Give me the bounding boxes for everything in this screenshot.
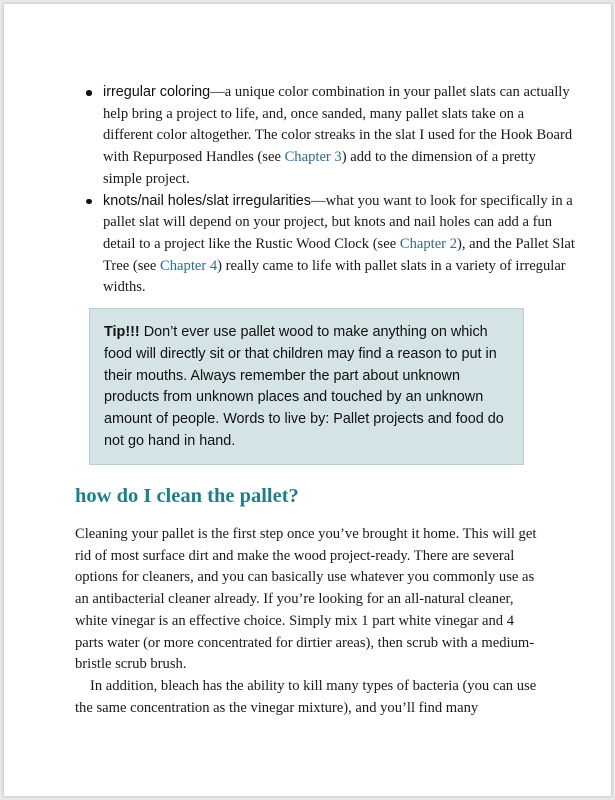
bullet-term: knots/nail holes/slat irregularities [103,192,311,209]
bullet-term: irregular coloring [103,84,211,100]
bullet-dot-icon [86,199,92,205]
bullet-text-end: ) really came to life with pallet slats in a variety of irregular widths. [103,257,566,296]
paragraph: Cleaning your pallet is the first step once you’ve brought it home. This will get rid of most surface dirt and make the wood project-ready. There are several options for cleaners, and you can basically use whatever you commonly use as an antibacterial cleaner already. If you’re looking for an all-natural cleaner, white vinegar is an effective choice. Simply mix 1 part white vinegar and 4 parts water (or more concentrated for dirtier areas), then scrub with a medium-bristle scrub brush. [75,526,537,673]
list-item [103,82,575,191]
tip-box [89,308,524,465]
tip-label: Tip!!! [104,324,140,340]
bullet-text-mid: ), and the Pallet Slat Tree (see [103,235,575,274]
list-item [103,191,575,300]
tip-text: Don’t ever use pallet wood to make anything on which food will directly sit or that children may find a reason to put in their mouths. Always remember the part about unknown products from unknown places and touched by an unknown amount of people. Words to live by: Pallet projects and food do not go hand in hand. [104,324,504,449]
bullet-list [75,82,575,299]
bullet-text-end: ) add to the dimension of a pretty simple project. [103,149,536,187]
bullet-text: —a unique color combination in your pallet slats can actually help bring a project to life, and, once sanded, many pallet slats take on a different color altogether. The color streaks in the slat I used for the Hook Board with Repurposed Handles (see [103,84,573,166]
chapter-2-link[interactable]: Chapter 2 [399,235,457,252]
chapter-3-link[interactable]: Chapter 3 [284,149,342,166]
paragraph: In addition, bleach has the ability to kill many types of bacteria (you can use the same concentration as the vinegar mixture), and you’ll find many [75,678,537,716]
bullet-text: —what you want to look for specifically in a pallet slat will depend on your project, but knots and nail holes can add a fun detail to a project like the Rustic Wood Clock (see [103,192,573,252]
chapter-4-link[interactable]: Chapter 4 [160,257,218,274]
document-page [4,4,611,796]
bullet-dot-icon [86,90,92,96]
section-heading: how do I clean the pallet? [75,485,299,507]
